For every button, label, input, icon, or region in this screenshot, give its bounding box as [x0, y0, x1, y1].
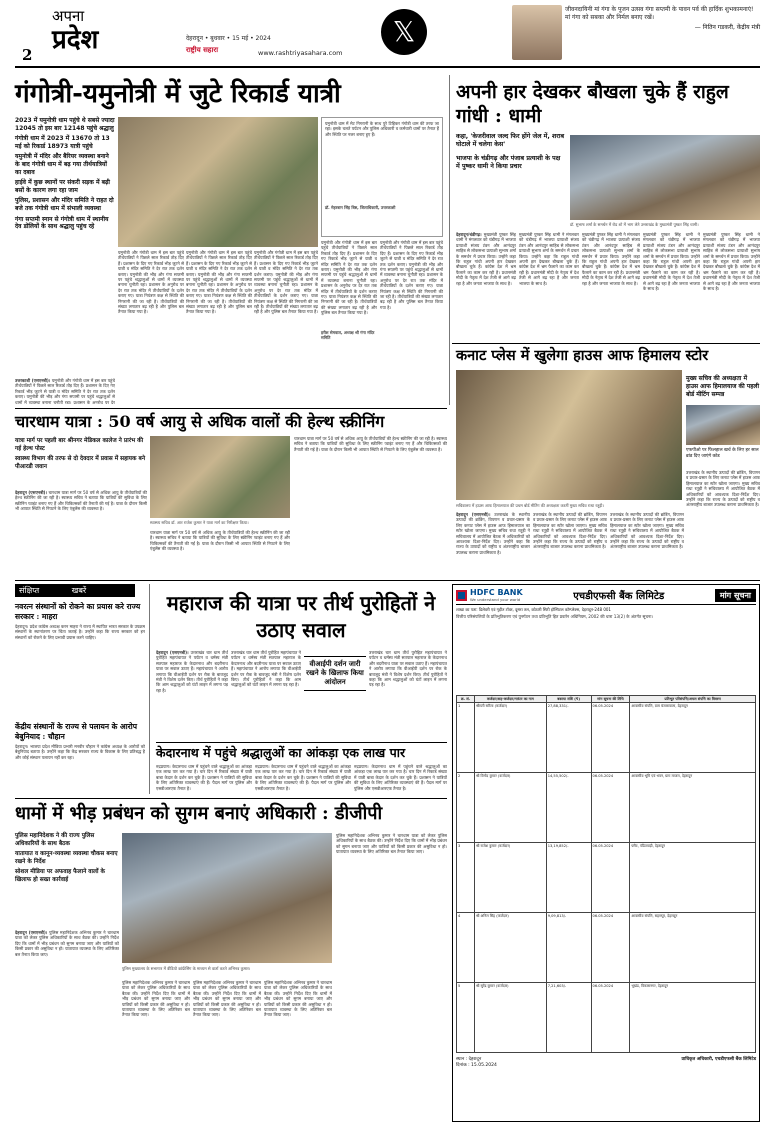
list-item: हाईवे में कुछ स्थानों पर संकरी सड़क में बढ़ी बसों के कारण लगा रहा जाम	[15, 179, 110, 194]
story2-subheads: कहा, 'केजरीवाल जल्द फिर होंगे जेल में, शराब घोटाले में चलेगा केस' भाजपा के चंडीगढ़ और पंजाब प्रत्याशी के पक्ष में पुष्कर धामी ने किया प्रचार	[456, 133, 565, 170]
story1-headline: गंगोत्री-यमुनोत्री में जुटे रिकार्ड यात्री	[15, 79, 341, 109]
story2-body-col4: मुख्यमंत्री पुष्कर सिंह धामी ने मंगलवार को चंडीगढ़ में भाजपा प्रत्याशी संजय टंडन और आनंदपुर साहिब से लोकसभा प्रत्याशी सुभाष शर्मा के समर्थन में प्रचार किया। उन्होंने कहा कि राहुल गांधी अपनी हार देखकर बौखला चुके हैं। कांग्रेस देश में भ्रम फैलाने का काम कर रही है। प्रधानमंत्री मोदी के नेतृत्व में देश तेजी से आगे बढ़ रहा है और जनता भाजपा के साथ है।	[643, 232, 700, 292]
story6-top-rule	[156, 742, 447, 743]
story4-photo	[150, 436, 290, 518]
story3-headline: कनाट प्लेस में खुलेगा हाउस आफ हिमालय स्टोर	[456, 347, 709, 364]
list-item: यातायात व कानून-व्यवस्था व्यवस्था चौकस बनाए रखने के निर्देश	[15, 851, 118, 865]
story3-photo	[456, 370, 682, 500]
story2-photo	[570, 135, 760, 220]
website: www.rashtriyasahara.com	[258, 49, 343, 57]
list-item: गंगोत्री धाम में 2023 में 13670 तो 13 मई को रिकार्ड 18973 यात्री पहुंचे	[15, 135, 110, 150]
story3-side-note: मुख्य सचिव की अध्यक्षता में हाउस आफ हिमालयाज की पहली बोर्ड मीटिंग सम्पन्न एफपीओ पर फिलहाल खर्च के लिए हर साल ब्रांड दिए जाएंगे कोड	[686, 375, 760, 459]
brief-item-1: नवरत्न संस्थानों को रोकने का प्रयास करे राज्य सरकार : माहरा देहरादून। प्रदेश कांग्रेस अध्यक्ष करन माहरा ने राज्य में स्थापित भारत सरकार के उपक्रम संस्थानों के स्थानांतरण पर चिंता जताई है। उन्होंने कहा कि राज्य सरकार को इन संस्थानों को रोकने के लिए प्रभावी प्रयास करने चाहिए।	[15, 602, 145, 640]
story7-bullets	[15, 833, 120, 888]
brief-label: संक्षिप्त खबरें	[15, 584, 135, 597]
story3-body-col4: उत्तराखंड के स्थानीय उत्पादों की ब्रांडिंग, विपणन व प्रचार-प्रसार के लिए कनाट प्लेस में हाउस आफ हिमालयाज का स्टोर खोला जाएगा। मुख्य सचिव राधा रतूड़ी ने सचिवालय में आयोजित बैठक में अधिकारियों को आवश्यक दिशा-निर्देश दिए। उन्होंने कहा कि राज्य के उत्पादों को राष्ट्रीय व अंतरराष्ट्रीय बाजार उपलब्ध कराना प्राथमिकता है।	[686, 470, 760, 508]
story1-inset: यमुनोत्री धाम में मेट निगरानी के साथ पुरे टिहिकर गंगोत्री धाम की तरफ जा रहा। इसके चलते पर्यटन और पुलिस अधिकारी व कर्मचारी धामों पर तैनात हैं और स्थिति पर नजर बनाए हुए हैं। डॉ. मेहरबान सिंह बिष्ट, जिलाधिकारी, उत्तरकाशी	[321, 117, 443, 237]
hdfc-logo-icon	[456, 590, 467, 601]
story3-body-col2: उत्तराखंड के स्थानीय उत्पादों की ब्रांडिंग, विपणन व प्रचार-प्रसार के लिए कनाट प्लेस में हाउस आफ हिमालयाज का स्टोर खोला जाएगा। मुख्य सचिव राधा रतूड़ी ने सचिवालय में आयोजित बैठक में अधिकारियों को आवश्यक दिशा-निर्देश दिए। उन्होंने कहा कि राज्य के उत्पादों को राष्ट्रीय व अंतरराष्ट्रीय बाजार उपलब्ध कराना प्राथमिकता है।	[533, 512, 607, 550]
story7-photo-caption: पुलिस मुख्यालय के सभागार में वीडियो कांफ्रेंसिंग के माध्यम से वार्ता करते अभिनव कुमार।	[122, 966, 251, 971]
story2-headline: अपनी हार देखकर बौखला चुके हैं राहुल गांधी : धामी	[456, 81, 729, 127]
table-row: 4 श्री अनिल सिंह (कर्जदार) 9,09,813/- 06.05.2024 आवासीय संपत्ति, सहसपुर, देहरादून	[457, 913, 756, 983]
story6-body-col1: रुद्रप्रयाग। केदारनाथ धाम में पहुंचने वाले श्रद्धालुओं का आंकड़ा एक लाख पार कर गया है। चार दिन में रिकार्ड संख्या में यात्री बाबा केदार के दर्शन कर चुके हैं। प्रशासन ने यात्रियों की सुविधा के लिए अतिरिक्त व्यवस्थाएं की हैं। पैदल मार्ग पर पुलिस और एसडीआरएफ तैनात है।	[156, 764, 252, 791]
story4-top-rule	[15, 408, 447, 409]
story4-body-col2: चारधाम यात्रा मार्ग पर 50 वर्ष से अधिक आयु के तीर्थयात्रियों की हेल्थ स्क्रीनिंग की जा रही है। स्वास्थ्य सचिव ने बताया कि यात्रियों की सुविधा के लिए स्क्रीनिंग प्वाइंट बनाए गए हैं और चिकित्सकों की तैनाती की गई है। यात्रा के दौरान किसी भी आपात स्थिति से निपटने के लिए एंबुलेंस की व्यवस्था है।	[150, 530, 290, 552]
story1-body-col5: यमुनोत्री और गंगोत्री धाम में इस बार पहुंचे तीर्थयात्रियों ने पिछले साल रिकार्ड तोड़ दिए हैं। प्रशासन के दिए गए रिकार्ड भीड़ जुटने से यात्री व मंदिर समिति ने देर रात तक दर्शन कराए। यमुनोत्री की भीड़ और गंगा सप्तमी पर पहुंचे श्रद्धालुओं से धामों में व्यवस्था बनाना चुनौती रहा। प्रशासन के अनुरोध पर देर रात तक मंदिर में तीर्थयात्रियों के दर्शन कराए गए। यात्रा नियंत्रण कक्ष से स्थिति की निगरानी की जा रही है। तीर्थयात्रियों की संख्या लगातार बढ़ रही है और पुलिस बल तैनात किया गया है।	[321, 240, 377, 316]
masthead	[0, 0, 768, 66]
story7-body-col2: पुलिस महानिदेशक अभिनव कुमार ने चारधाम यात्रा को लेकर पुलिस अधिकारियों के साथ बैठक की। उन्होंने निर्देश दिए कि धामों में भीड़ प्रबंधन को सुगम बनाया जाए और यात्रियों को किसी प्रकार की असुविधा न हो। यातायात व्यवस्था के लिए अतिरिक्त बल तैनात किया जाए।	[122, 980, 190, 1018]
story4-headline: चारधाम यात्रा : 50 वर्ष आयु से अधिक वालों की हेल्थ स्क्रीनिंग	[15, 412, 385, 431]
story5-pullquote: वीआईपी दर्शन जारी रखने के खिलाफ किया आंदोलन	[304, 656, 366, 691]
column-divider	[449, 75, 450, 405]
table-row: 2 श्री विनोद कुमार (कर्जदार) 14,55,502/- 06.05.2024 आवासीय भूमि एवं भवन, ग्राम माजरा, देहरादून	[457, 773, 756, 843]
story7-body-col4: पुलिस महानिदेशक अभिनव कुमार ने चारधाम यात्रा को लेकर पुलिस अधिकारियों के साथ बैठक की। उन्होंने निर्देश दिए कि धामों में भीड़ प्रबंधन को सुगम बनाया जाए और यात्रियों को किसी प्रकार की असुविधा न हो। यातायात व्यवस्था के लिए अतिरिक्त बल तैनात किया जाए।	[264, 980, 332, 1018]
ad-footer: स्थान : देहरादून दिनांक : 15.05.2024 प्राधिकृत अधिकारी, एचडीएफसी बैंक लिमिटेड	[456, 1057, 756, 1069]
story7-body-col5: पुलिस महानिदेशक अभिनव कुमार ने चारधाम यात्रा को लेकर पुलिस अधिकारियों के साथ बैठक की। उन्होंने निर्देश दिए कि धामों में भीड़ प्रबंधन को सुगम बनाया जाए और यात्रियों को किसी प्रकार की असुविधा न हो। यातायात व्यवस्था के लिए अतिरिक्त बल तैनात किया जाए।	[336, 833, 447, 855]
story2-body-col3: मुख्यमंत्री पुष्कर सिंह धामी ने मंगलवार को चंडीगढ़ में भाजपा प्रत्याशी संजय टंडन और आनंदपुर साहिब से लोकसभा प्रत्याशी सुभाष शर्मा के समर्थन में प्रचार किया। उन्होंने कहा कि राहुल गांधी अपनी हार देखकर बौखला चुके हैं। कांग्रेस देश में भ्रम फैलाने का काम कर रही है। प्रधानमंत्री मोदी के नेतृत्व में देश तेजी से आगे बढ़ रहा है और जनता भाजपा के साथ है।	[582, 232, 640, 286]
hdfc-demand-notice: HDFC BANK We understand your world एचडीएफसी बैंक लिमिटेड मांग सूचना शाखा का पता: डिलेवरी एवं गृहीत टॉवर, दूसरा तल, कोठारी सिटी हॉस्पिटल कॉम्प्लेक्स, देहरादून-248 001 वित्तीय परिसंपत्तियों के प्रतिभूतिकरण एवं पुनर्गठन तथा प्रतिभूति हित प्रवर्तन अधिनियम, 2002 की धारा 13(2) के अंतर्गत सूचना। क्र. सं. कर्जदार/सह-कर्जदार/गारंटर का नाम बकाया राशि (₹) मांग सूचना की तिथि प्रतिभूत परिसंपत्ति/अचल संपत्ति का विवरण 1 श्रीमती सरिता (कर्जदार) 27,88,331/- 06.05.2024 आवासीय संपत्ति, ग्राम बंजारावाला, देहरादून 2 श्री विनोद कुमार (कर्जदार) 14,55,502/- 06.05.2024 आवासीय भूमि एवं भवन, ग्राम माजरा, देहरादून 3 श्री राजेश कुमार (कर्जदार) 13,19,852/- 06.05.2024 फ्लैट, पंडितवाड़ी, देहरादून 4 श्री अनिल सिंह (कर्जदार) 9,09,813/- 06.05.2024 आवासीय संपत्ति, सहसपुर, देहरादून 5 श्री सुरेंद्र कुमार (कर्जदार) 7,21,603/- 06.05.2024 भूखंड, विकासनगर, देहरादून स्थान : देहरादून दिनांक : 15.05.2024 प्राधिकृत अधिकारी, एचडीएफसी बैंक लिमिटेड	[452, 584, 760, 1122]
story1-body-col3: यमुनोत्री और गंगोत्री धाम में इस बार पहुंचे तीर्थयात्रियों ने पिछले साल रिकार्ड तोड़ दिए हैं। प्रशासन के दिए गए रिकार्ड भीड़ जुटने से यात्री व मंदिर समिति ने देर रात तक दर्शन कराए। यमुनोत्री की भीड़ और गंगा सप्तमी पर पहुंचे श्रद्धालुओं से धामों में व्यवस्था बनाना चुनौती रहा। प्रशासन के अनुरोध पर देर रात तक मंदिर में तीर्थयात्रियों के दर्शन कराए गए। यात्रा नियंत्रण कक्ष से स्थिति की निगरानी की जा रही है। तीर्थयात्रियों की संख्या लगातार बढ़ रही है और पुलिस बल तैनात किया गया है।	[186, 250, 252, 315]
masthead-rule	[15, 66, 760, 68]
x-logo-icon: 𝕏	[381, 9, 427, 55]
story4-body-col3: चारधाम यात्रा मार्ग पर 50 वर्ष से अधिक आयु के तीर्थयात्रियों की हेल्थ स्क्रीनिंग की जा रही है। स्वास्थ्य सचिव ने बताया कि यात्रियों की सुविधा के लिए स्क्रीनिंग प्वाइंट बनाए गए हैं और चिकित्सकों की तैनाती की गई है। यात्रा के दौरान किसी भी आपात स्थिति से निपटने के लिए एंबुलेंस की व्यवस्था है।	[294, 436, 447, 452]
story5-body-col2: उत्तराखंड चार धाम तीर्थ पुरोहित महापंचायत ने पर्यटन व धर्मस्व मंत्री सतपाल महाराज के केदारनाथ और बदरीनाथ यात्रा पर सवाल उठाए हैं। महापंचायत ने आरोप लगाया कि वीआईपी दर्शन पर रोक के बावजूद मंत्री ने विशेष दर्शन किए। तीर्थ पुरोहितों ने कहा कि आम श्रद्धालुओं को घंटों लाइन में लगना पड़ रहा है।	[231, 650, 301, 688]
header-quote: जीवनदायिनी मां गंगा के पूजन उत्सव गंगा सप्तमी के पावन पर्व की हार्दिक शुभकामनाएं! मां गंगा को सबका और निर्मल बनाए रखें। — नितिन गडकरी, केंद्रीय मंत्री	[565, 6, 760, 31]
story7-body-col1: देहरादून (एसएनबी)। पुलिस महानिदेशक अभिनव कुमार ने चारधाम यात्रा को लेकर पुलिस अधिकारियों के साथ बैठक की। उन्होंने निर्देश दिए कि धामों में भीड़ प्रबंधन को सुगम बनाया जाए और यात्रियों को किसी प्रकार की असुविधा न हो। यातायात व्यवस्था के लिए अतिरिक्त बल तैनात किया जाए।	[15, 930, 119, 957]
story3-top-rule	[452, 343, 760, 344]
story2-body-col2: मुख्यमंत्री पुष्कर सिंह धामी ने मंगलवार को चंडीगढ़ में भाजपा प्रत्याशी संजय टंडन और आनंदपुर साहिब से लोकसभा प्रत्याशी सुभाष शर्मा के समर्थन में प्रचार किया। उन्होंने कहा कि राहुल गांधी अपनी हार देखकर बौखला चुके हैं। कांग्रेस देश में भ्रम फैलाने का काम कर रही है। प्रधानमंत्री मोदी के नेतृत्व में देश तेजी से आगे बढ़ रहा है और जनता भाजपा के साथ है।	[519, 232, 579, 286]
story2-body-col1: देहरादून/चंडीगढ़। मुख्यमंत्री पुष्कर सिंह धामी ने मंगलवार को चंडीगढ़ में भाजपा प्रत्याशी संजय टंडन और आनंदपुर साहिब से लोकसभा प्रत्याशी सुभाष शर्मा के समर्थन में प्रचार किया। उन्होंने कहा कि राहुल गांधी अपनी हार देखकर बौखला चुके हैं। कांग्रेस देश में भ्रम फैलाने का काम कर रही है। प्रधानमंत्री मोदी के नेतृत्व में देश तेजी से आगे बढ़ रहा है और जनता भाजपा के साथ है।	[456, 232, 516, 286]
story1-body-col6: यमुनोत्री और गंगोत्री धाम में इस बार पहुंचे तीर्थयात्रियों ने पिछले साल रिकार्ड तोड़ दिए हैं। प्रशासन के दिए गए रिकार्ड भीड़ जुटने से यात्री व मंदिर समिति ने देर रात तक दर्शन कराए। यमुनोत्री की भीड़ और गंगा सप्तमी पर पहुंचे श्रद्धालुओं से धामों में व्यवस्था बनाना चुनौती रहा। प्रशासन के अनुरोध पर देर रात तक मंदिर में तीर्थयात्रियों के दर्शन कराए गए। यात्रा नियंत्रण कक्ष से स्थिति की निगरानी की जा रही है। तीर्थयात्रियों की संख्या लगातार बढ़ रही है और पुलिस बल तैनात किया गया है।	[380, 240, 443, 310]
list-item: सोशल मीडिया पर अफवाह फैलाने वालों के खिलाफ हो सख्त कार्रवाई	[15, 869, 105, 883]
story2-photo-caption: डॉ. सुभाष शर्मा के समर्थन में रोड शो में भाग लेते उत्तराखंड के मुख्यमंत्री पुष्कर सिंह धामी।	[570, 222, 699, 227]
section-title: अपना प्रदेश	[52, 7, 99, 55]
story2-body-col5: मुख्यमंत्री पुष्कर सिंह धामी ने मंगलवार को चंडीगढ़ में भाजपा प्रत्याशी संजय टंडन और आनंदपुर साहिब से लोकसभा प्रत्याशी सुभाष शर्मा के समर्थन में प्रचार किया। उन्होंने कहा कि राहुल गांधी अपनी हार देखकर बौखला चुके हैं। कांग्रेस देश में भ्रम फैलाने का काम कर रही है। प्रधानमंत्री मोदी के नेतृत्व में देश तेजी से आगे बढ़ रहा है और जनता भाजपा के साथ है।	[703, 232, 760, 292]
story1-photo	[118, 117, 318, 247]
section-rule	[15, 580, 760, 581]
hdfc-logo: HDFC BANK We understand your world	[456, 588, 523, 602]
story5-body-col1: देहरादून (एसएनबी)। उत्तराखंड चार धाम तीर्थ पुरोहित महापंचायत ने पर्यटन व धर्मस्व मंत्री सतपाल महाराज के केदारनाथ और बदरीनाथ यात्रा पर सवाल उठाए हैं। महापंचायत ने आरोप लगाया कि वीआईपी दर्शन पर रोक के बावजूद मंत्री ने विशेष दर्शन किए। तीर्थ पुरोहितों ने कहा कि आम श्रद्धालुओं को घंटों लाइन में लगना पड़ रहा है।	[156, 650, 228, 693]
ad-header: HDFC BANK We understand your world एचडीएफसी बैंक लिमिटेड मांग सूचना	[456, 588, 756, 605]
story3-body-col3: उत्तराखंड के स्थानीय उत्पादों की ब्रांडिंग, विपणन व प्रचार-प्रसार के लिए कनाट प्लेस में हाउस आफ हिमालयाज का स्टोर खोला जाएगा। मुख्य सचिव राधा रतूड़ी ने सचिवालय में आयोजित बैठक में अधिकारियों को आवश्यक दिशा-निर्देश दिए। उन्होंने कहा कि राज्य के उत्पादों को राष्ट्रीय व अंतरराष्ट्रीय बाजार उपलब्ध कराना प्राथमिकता है।	[610, 512, 684, 550]
table-row: 3 श्री राजेश कुमार (कर्जदार) 13,19,852/- 06.05.2024 फ्लैट, पंडितवाड़ी, देहरादून	[457, 843, 756, 913]
story3-body-col1: देहरादून (एसएनबी)। उत्तराखंड के स्थानीय उत्पादों की ब्रांडिंग, विपणन व प्रचार-प्रसार के लिए कनाट प्लेस में हाउस आफ हिमालयाज का स्टोर खोला जाएगा। मुख्य सचिव राधा रतूड़ी ने सचिवालय में आयोजित बैठक में अधिकारियों को आवश्यक दिशा-निर्देश दिए। उन्होंने कहा कि राज्य के उत्पादों को राष्ट्रीय व अंतरराष्ट्रीय बाजार उपलब्ध कराना प्राथमिकता है।	[456, 512, 530, 555]
story1-bullets	[15, 117, 115, 234]
list-item: स्वास्थ्य विभाग की तरफ से दो देवदार में प्रवास में सहायक बने पीआरडी जवान	[15, 456, 146, 470]
story5-headline: महाराज की यात्रा पर तीर्थ पुरोहितों ने उठाए सवाल	[166, 591, 436, 642]
story7-headline: धामों में भीड़ प्रबंधन को सुगम बनाएं अधिकारी : डीजीपी	[15, 803, 383, 824]
story7-body-col3: पुलिस महानिदेशक अभिनव कुमार ने चारधाम यात्रा को लेकर पुलिस अधिकारियों के साथ बैठक की। उन्होंने निर्देश दिए कि धामों में भीड़ प्रबंधन को सुगम बनाया जाए और यात्रियों को किसी प्रकार की असुविधा न हो। यातायात व्यवस्था के लिए अतिरिक्त बल तैनात किया जाए।	[193, 980, 261, 1018]
list-item: यात्रा मार्ग पर पहली बार श्रीनगर मेडिकल कालेज ने प्रारंभ की गई हेल्थ पोस्ट	[15, 438, 144, 452]
demand-notice-table: क्र. सं. कर्जदार/सह-कर्जदार/गारंटर का नाम बकाया राशि (₹) मांग सूचना की तिथि प्रतिभूत परिसंपत्ति/अचल संपत्ति का विवरण 1 श्रीमती सरिता (कर्जदार) 27,88,331/- 06.05.2024 आवासीय संपत्ति, ग्राम बंजारावाला, देहरादून 2 श्री विनोद कुमार (कर्जदार) 14,55,502/- 06.05.2024 आवासीय भूमि एवं भवन, ग्राम माजरा, देहरादून 3 श्री राजेश कुमार (कर्जदार) 13,19,852/- 06.05.2024 फ्लैट, पंडितवाड़ी, देहरादून 4 श्री अनिल सिंह (कर्जदार) 9,09,813/- 06.05.2024 आवासीय संपत्ति, सहसपुर, देहरादून 5 श्री सुरेंद्र कुमार (कर्जदार) 7,21,603/- 06.05.2024 भूखंड, विकासनगर, देहरादून	[456, 695, 756, 1053]
story4-bullets	[15, 438, 150, 474]
table-row: 1 श्रीमती सरिता (कर्जदार) 27,88,331/- 06.05.2024 आवासीय संपत्ति, ग्राम बंजारावाला, देहरादून	[457, 703, 756, 773]
list-item: यमुनोत्री में मंदिर और बैरियर व्यवस्था बनाने के बाद गंगोत्री धाम में बढ़ गया तीर्थयात्रियों का दबाव	[15, 153, 109, 176]
story6-body-col3: रुद्रप्रयाग। केदारनाथ धाम में पहुंचने वाले श्रद्धालुओं का आंकड़ा एक लाख पार कर गया है। चार दिन में रिकार्ड संख्या में यात्री बाबा केदार के दर्शन कर चुके हैं। प्रशासन ने यात्रियों की सुविधा के लिए अतिरिक्त व्यवस्थाएं की हैं। पैदल मार्ग पर पुलिस और एसडीआरएफ तैनात है।	[354, 764, 447, 791]
story4-photo-caption: स्वास्थ्य सचिव डॉ. आर राजेश कुमार ने यात्रा मार्ग का निरीक्षण किया।	[150, 520, 249, 525]
story7-photo	[122, 833, 332, 963]
brief-item-2: केंद्रीय संस्थानों के राज्य से पलायन के आरोप बेबुनियाद : चौहान देहरादून। भाजपा प्रदेश मीडिया प्रभारी मनवीर चौहान ने कांग्रेस अध्यक्ष के आरोपों को बेबुनियाद बताया है। उन्होंने कहा कि केंद्र सरकार राज्य के विकास के लिए प्रतिबद्ध है और कोई संस्थान पलायन नहीं कर रहा।	[15, 722, 145, 760]
story1-body-col1: उत्तरकाशी (एसएनबी)। यमुनोत्री और गंगोत्री धाम में इस बार पहुंचे तीर्थयात्रियों ने पिछले साल रिकार्ड तोड़ दिए हैं। प्रशासन के दिए गए रिकार्ड भीड़ जुटने से यात्री व मंदिर समिति ने देर रात तक दर्शन कराए। यमुनोत्री की भीड़ और गंगा सप्तमी पर पहुंचे श्रद्धालुओं से धामों में व्यवस्था बनाना चुनौती रहा। प्रशासन के अनुरोध पर देर	[15, 378, 115, 404]
story1-quote-author: हरीश सेमवाल, अध्यक्ष श्री गंगा मंदिर समिति	[321, 330, 377, 340]
list-item: गंगा सप्तमी स्नान से गंगोत्री धाम में स्थानीय देव डोलियों के साथ श्रद्धालु पहुंच रहे	[15, 215, 109, 231]
story3-photo-caption: सचिवालय में हाउस आफ हिमालयाज की प्रथम बोर्ड मीटिंग की अध्यक्षता करतीं मुख्य सचिव राधा रतूड़ी।	[456, 503, 604, 508]
column-divider	[149, 584, 150, 794]
list-item: 2023 में यमुनोत्री धाम पहुंचे थे सबसे ज्यादा 12045 तो इस बार 12148 पहुंचे श्रद्धालु	[15, 117, 115, 132]
story3-small-photo	[686, 405, 760, 445]
story6-headline: केदारनाथ में पहुंचे श्रद्धालुओं का आंकड़ा एक लाख पार	[156, 745, 406, 760]
story7-top-rule	[15, 798, 447, 799]
list-item: पुलिस, प्रशासन और मंदिर समिति ने राहत दो बजे तक गंगोत्री धाम में संभाली व्यवस्था	[15, 197, 114, 212]
portrait	[512, 5, 562, 60]
list-item: पुलिस महानिदेशक ने की राज्य पुलिस अधिकारियों के साथ बैठक	[15, 833, 95, 847]
brand-logo: राष्ट्रीय सहारा	[186, 46, 219, 54]
story5-body-col3: उत्तराखंड चार धाम तीर्थ पुरोहित महापंचायत ने पर्यटन व धर्मस्व मंत्री सतपाल महाराज के केदारनाथ और बदरीनाथ यात्रा पर सवाल उठाए हैं। महापंचायत ने आरोप लगाया कि वीआईपी दर्शन पर रोक के बावजूद मंत्री ने विशेष दर्शन किए। तीर्थ पुरोहितों ने कहा कि आम श्रद्धालुओं को घंटों लाइन में लगना पड़ रहा है।	[369, 650, 447, 688]
story4-body-col1: देहरादून (एसएनबी)। चारधाम यात्रा मार्ग पर 50 वर्ष से अधिक आयु के तीर्थयात्रियों की हेल्थ स्क्रीनिंग की जा रही है। स्वास्थ्य सचिव ने बताया कि यात्रियों की सुविधा के लिए स्क्रीनिंग प्वाइंट बनाए गए हैं और चिकित्सकों की तैनाती की गई है। यात्रा के दौरान किसी भी आपात स्थिति से निपटने के लिए एंबुलेंस की व्यवस्था है।	[15, 490, 147, 512]
story6-body-col2: रुद्रप्रयाग। केदारनाथ धाम में पहुंचने वाले श्रद्धालुओं का आंकड़ा एक लाख पार कर गया है। चार दिन में रिकार्ड संख्या में यात्री बाबा केदार के दर्शन कर चुके हैं। प्रशासन ने यात्रियों की सुविधा के लिए अतिरिक्त व्यवस्थाएं की हैं। पैदल मार्ग पर पुलिस और एसडीआरएफ तैनात है।	[255, 764, 351, 791]
page-number: 2	[22, 46, 33, 64]
story1-body-col4: यमुनोत्री और गंगोत्री धाम में इस बार पहुंचे तीर्थयात्रियों ने पिछले साल रिकार्ड तोड़ दिए हैं। प्रशासन के दिए गए रिकार्ड भीड़ जुटने से यात्री व मंदिर समिति ने देर रात तक दर्शन कराए। यमुनोत्री की भीड़ और गंगा सप्तमी पर पहुंचे श्रद्धालुओं से धामों में व्यवस्था बनाना चुनौती रहा। प्रशासन के अनुरोध पर देर रात तक मंदिर में तीर्थयात्रियों के दर्शन कराए गए। यात्रा नियंत्रण कक्ष से स्थिति की निगरानी की जा रही है। तीर्थयात्रियों की संख्या लगातार बढ़ रही है और पुलिस बल तैनात किया गया है।	[254, 250, 318, 315]
story1-body-col2: यमुनोत्री और गंगोत्री धाम में इस बार पहुंचे तीर्थयात्रियों ने पिछले साल रिकार्ड तोड़ दिए हैं। प्रशासन के दिए गए रिकार्ड भीड़ जुटने से यात्री व मंदिर समिति ने देर रात तक दर्शन कराए। यमुनोत्री की भीड़ और गंगा सप्तमी पर पहुंचे श्रद्धालुओं से धामों में व्यवस्था बनाना चुनौती रहा। प्रशासन के अनुरोध पर देर रात तक मंदिर में तीर्थयात्रियों के दर्शन कराए गए। यात्रा नियंत्रण कक्ष से स्थिति की निगरानी की जा रही है। तीर्थयात्रियों की संख्या लगातार बढ़ रही है और पुलिस बल तैनात किया गया है।	[118, 250, 184, 315]
table-row: 5 श्री सुरेंद्र कुमार (कर्जदार) 7,21,603/- 06.05.2024 भूखंड, विकासनगर, देहरादून	[457, 983, 756, 1053]
dateline-bar: देहरादून • बुधवार • 15 मई • 2024	[186, 35, 271, 42]
